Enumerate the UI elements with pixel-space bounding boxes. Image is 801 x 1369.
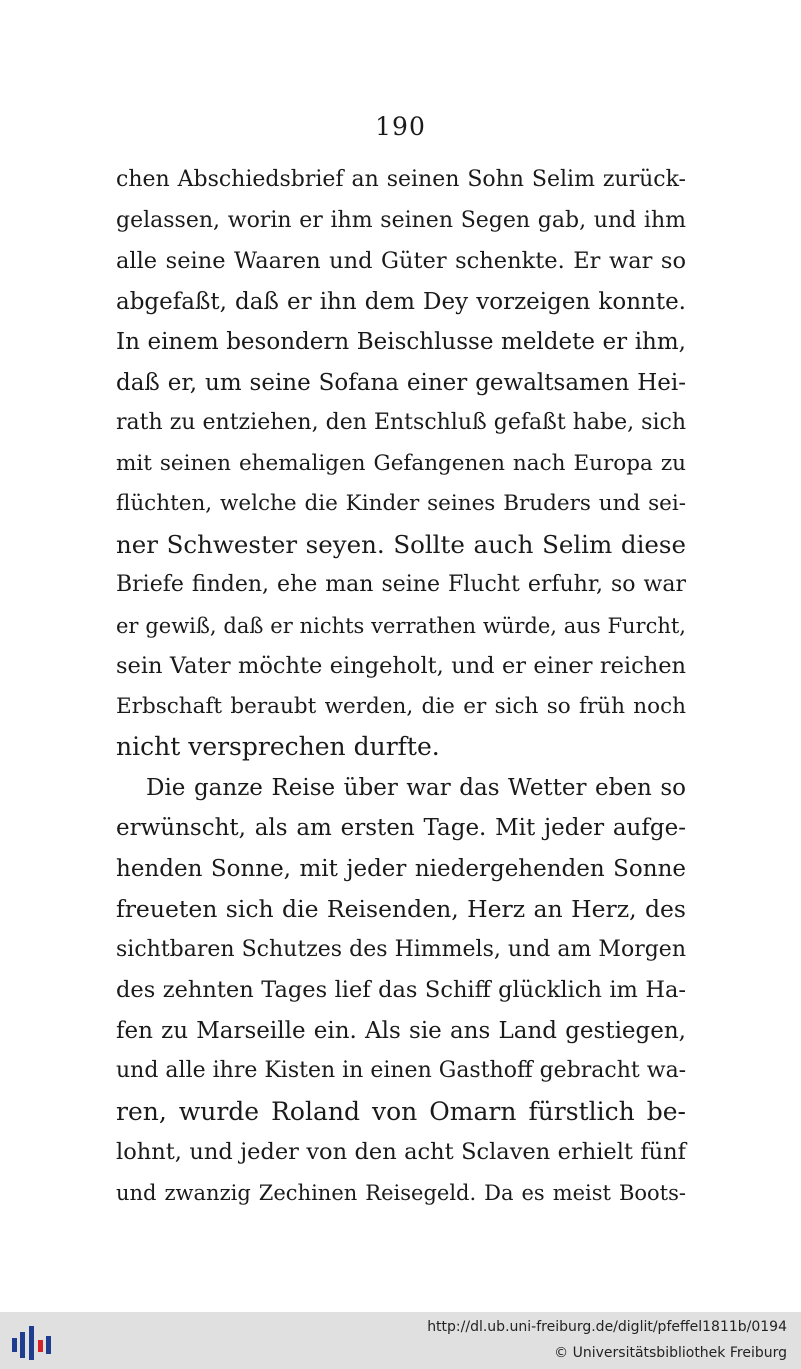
text-line: rath zu entziehen, den Entschluß gefaßt habe, sich: [116, 410, 686, 435]
text-line: sichtbaren Schutzes des Himmels, und am Morgen: [116, 936, 686, 962]
text-line: und zwanzig Zechinen Reisegeld. Da es meist Boots-: [116, 1180, 686, 1205]
text-line: sein Vater möchte eingeholt, und er einer reichen: [116, 653, 686, 679]
ub-freiburg-logo-icon[interactable]: [10, 1322, 54, 1362]
text-line: In einem besondern Beischlusse meldete er ihm,: [116, 329, 686, 355]
text-line: lohnt, und jeder von den acht Sclaven erhielt fünf: [116, 1139, 686, 1165]
text-line: Briefe finden, ehe man seine Flucht erfuhr, so war: [116, 572, 686, 597]
text-line: nicht versprechen durfte.: [116, 732, 440, 761]
text-line: fen zu Marseille ein. Als sie ans Land gestiegen,: [116, 1017, 686, 1044]
text-line: freueten sich die Reisenden, Herz an Herz, des: [116, 895, 686, 923]
text-line: gelassen, worin er ihm seinen Segen gab, und ihm: [116, 207, 686, 233]
text-line: henden Sonne, mit jeder niedergehenden Sonne: [116, 855, 686, 882]
viewer-footer: [0, 1312, 801, 1369]
page-number: 190: [375, 112, 426, 141]
text-line: abgefaßt, daß er ihn dem Dey vorzeigen konnte.: [116, 288, 686, 315]
text-line: und alle ihre Kisten in einen Gasthoff gebracht wa-: [116, 1058, 687, 1083]
text-line: daß er, um seine Sofana einer gewaltsamen Hei-: [116, 369, 686, 396]
text-line: alle seine Waaren und Güter schenkte. Er war so: [116, 248, 686, 274]
text-line: Erbschaft beraubt werden, die er sich so früh noch: [116, 693, 686, 719]
text-line: chen Abschiedsbrief an seinen Sohn Selim zurück-: [116, 167, 686, 192]
text-line: flüchten, welche die Kinder seines Bruders und sei-: [116, 491, 686, 516]
body-text: [116, 160, 686, 1213]
text-line: erwünscht, als am ersten Tage. Mit jeder aufge-: [116, 815, 686, 841]
text-line: ner Schwester seyen. Sollte auch Selim diese: [116, 529, 686, 559]
copyright-notice: © Universitätsbibliothek Freiburg: [554, 1345, 787, 1361]
text-line: mit seinen ehemaligen Gefangenen nach Europa zu: [116, 450, 686, 476]
permalink-url[interactable]: http://dl.ub.uni-freiburg.de/diglit/pfeffel1811b/0194: [427, 1319, 787, 1335]
text-line: des zehnten Tages lief das Schiff glücklich im Ha-: [116, 977, 686, 1003]
text-line: ren, wurde Roland von Omarn fürstlich be-: [116, 1096, 686, 1126]
text-line: er gewiß, daß er nichts verrathen würde, aus Furcht,: [116, 613, 686, 638]
text-line: Die ganze Reise über war das Wetter eben so: [146, 774, 686, 801]
